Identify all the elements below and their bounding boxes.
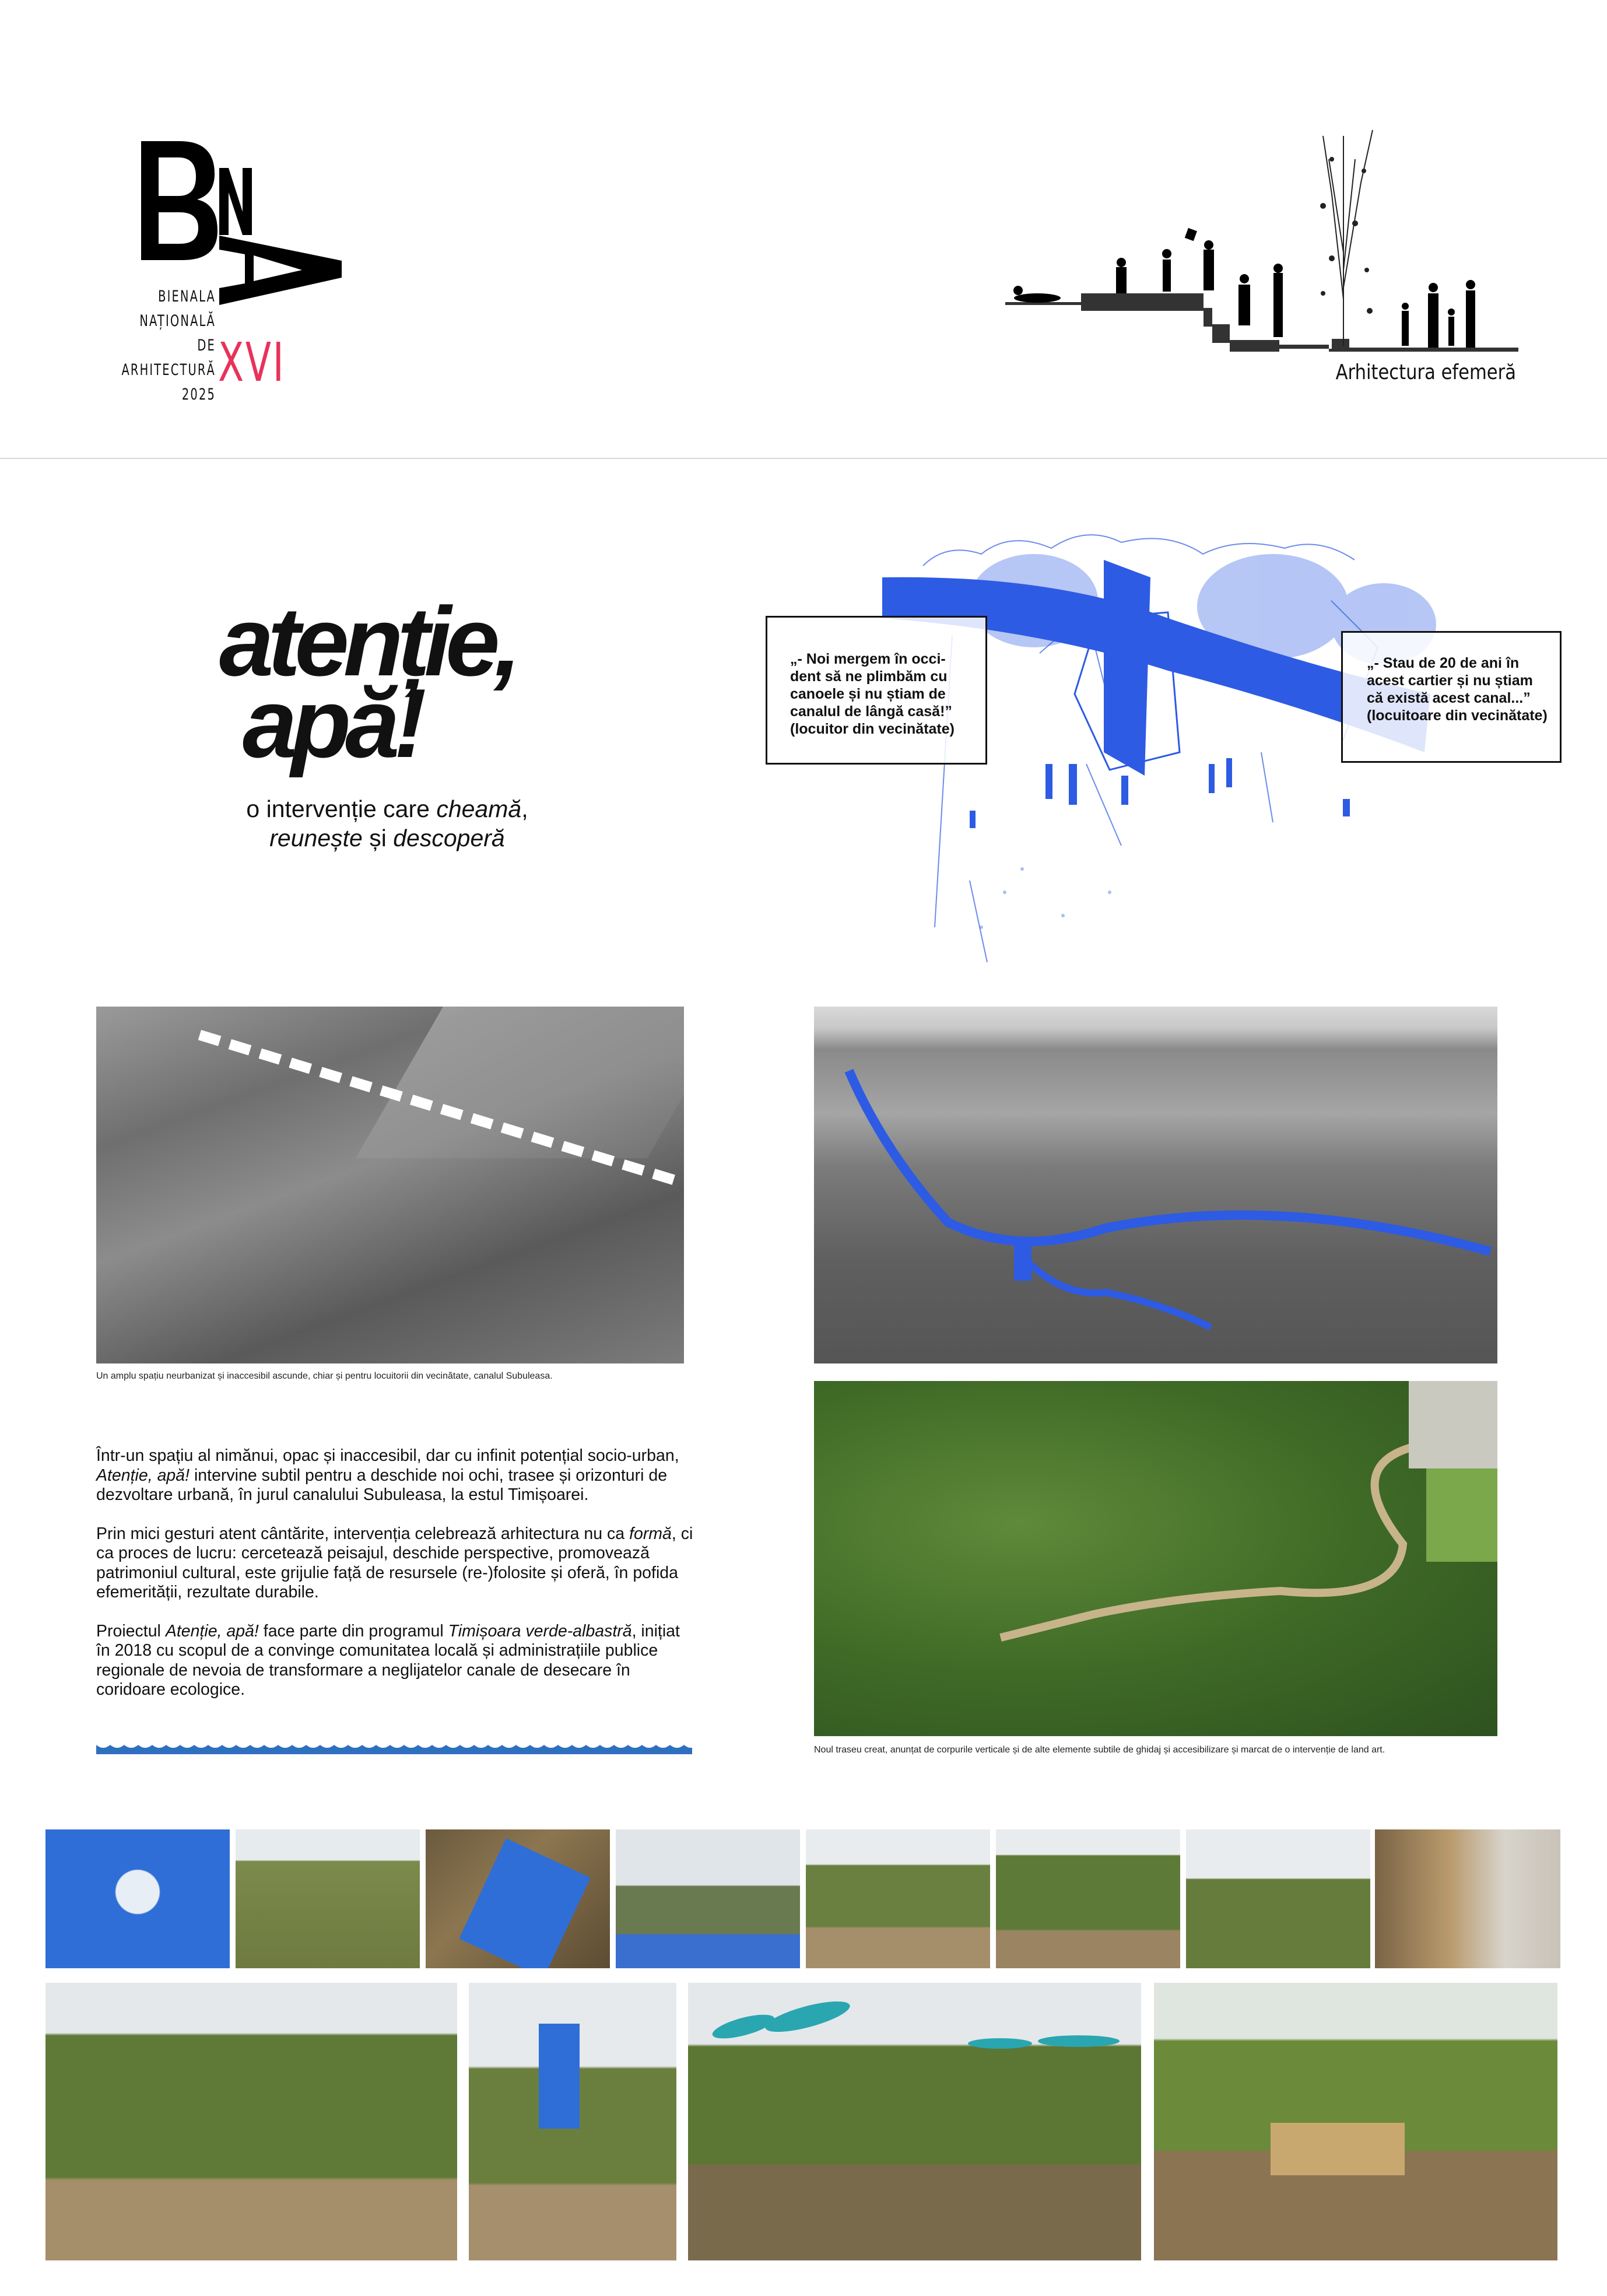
aerial-photo-route-color	[814, 1381, 1497, 1736]
logo-text	[90, 285, 216, 407]
photo-reading-brochure	[1375, 1829, 1560, 1968]
subtitle-text: ,	[521, 795, 528, 822]
paragraph-2	[96, 1524, 697, 1603]
photo-visitors-tower	[1186, 1829, 1370, 1968]
text: Prin mici gesturi atent cântărite, intervenția celebrează arhitectura nu ca	[96, 1524, 630, 1543]
text-em: Atenție, apă!	[96, 1466, 190, 1485]
text: Proiectul	[96, 1621, 166, 1640]
photo-pallet-steps	[1154, 1983, 1557, 2260]
subtitle-em: cheamă	[436, 795, 522, 822]
text: intervine subtil pentru a deschide noi ochi, trasee și orizonturi de dezvoltare urbană, în jurul canalului Subuleasa, la estul Timișoarei.	[96, 1466, 668, 1504]
logo-line: DE	[197, 336, 216, 355]
project-subtitle	[212, 794, 562, 853]
aerial-photo-bw	[96, 1007, 684, 1363]
subtitle-em: descoperă	[393, 825, 505, 851]
text: , inițiat în 2018 cu scopul de a convinge comunitatea locală și administrațiile publice regionale de nevoia de transformare a neglijatelor canale de desecare în coridoare ecologice.	[96, 1621, 680, 1699]
logo-line: BIENALA	[158, 288, 216, 306]
paragraph-1	[96, 1446, 697, 1505]
wave-divider	[96, 1741, 692, 1754]
photo-path-blue-rods	[45, 1983, 457, 2260]
photo-leaf-canopies	[688, 1983, 1141, 2260]
photo-tower-interior	[45, 1829, 230, 1968]
quote-2: „- Stau de 20 de ani în acest cartier și nu știam că există acest canal...” (locuitoare din vecinătate)	[1367, 655, 1548, 724]
project-title	[219, 587, 516, 778]
text-em: formă	[629, 1524, 672, 1543]
logo-line: 2025	[181, 385, 216, 404]
paragraph-3	[96, 1622, 697, 1700]
title-line-2: apă!	[243, 668, 421, 778]
photo-field-panels	[236, 1829, 420, 1968]
blue-vertical-panel	[1104, 560, 1150, 776]
caption-aerial-color: Noul traseu creat, anunțat de corpurile verticale și de alte elemente subtile de ghidaj și accesibilizare și marcat de o intervenție de land art.	[814, 1745, 1385, 1755]
section-label: Arhitectura efemeră	[1335, 360, 1516, 384]
bna-logo	[110, 139, 355, 407]
subtitle-text: și	[362, 825, 394, 851]
quote-1: „- Noi mergem în occi-dent să ne plimbăm cu canoele și nu știam de canalul de lângă casă!” (locuitor din vecinătate)	[790, 651, 955, 737]
people-steps-illustration	[1005, 124, 1518, 352]
photo-blue-platform	[616, 1829, 800, 1968]
logo-line: ARHITECTURĂ	[121, 361, 216, 379]
text-em: Timișoara verde-albastră	[448, 1621, 632, 1640]
photo-path-poles	[806, 1829, 990, 1968]
project-description	[96, 1446, 697, 1719]
photo-brochure	[426, 1829, 610, 1968]
subtitle-text: o intervenție care	[246, 795, 437, 822]
text: face parte din programul	[258, 1621, 448, 1640]
logo-line: NAȚIONALĂ	[139, 312, 216, 330]
text: Într-un spațiu al nimănui, opac și inaccesibil, dar cu infinit potențial socio-urban,	[96, 1446, 679, 1465]
caption-aerial-bw: Un amplu spațiu neurbanizat și inaccesibil ascunde, chiar și pentru locuitorii din vecinătate, canalul Subuleasa.	[96, 1371, 553, 1381]
text-em: Atenție, apă!	[165, 1621, 259, 1640]
photo-blue-tower	[469, 1983, 676, 2260]
title-line-1: atenție,	[219, 587, 516, 696]
text: , ci ca proces de lucru: cercetează peisajul, deschide perspective, promovează patrimoniul cultural, este grijulie față de resursele (re-)folosite și oferă, în pofida efemerității, rezultate durabile.	[96, 1524, 693, 1601]
subtitle-em: reunește	[269, 825, 363, 851]
photo-path-bench	[996, 1829, 1180, 1968]
header-divider	[0, 458, 1607, 459]
edition-label: XVI	[218, 331, 286, 394]
aerial-photo-route-bw	[814, 1007, 1497, 1363]
